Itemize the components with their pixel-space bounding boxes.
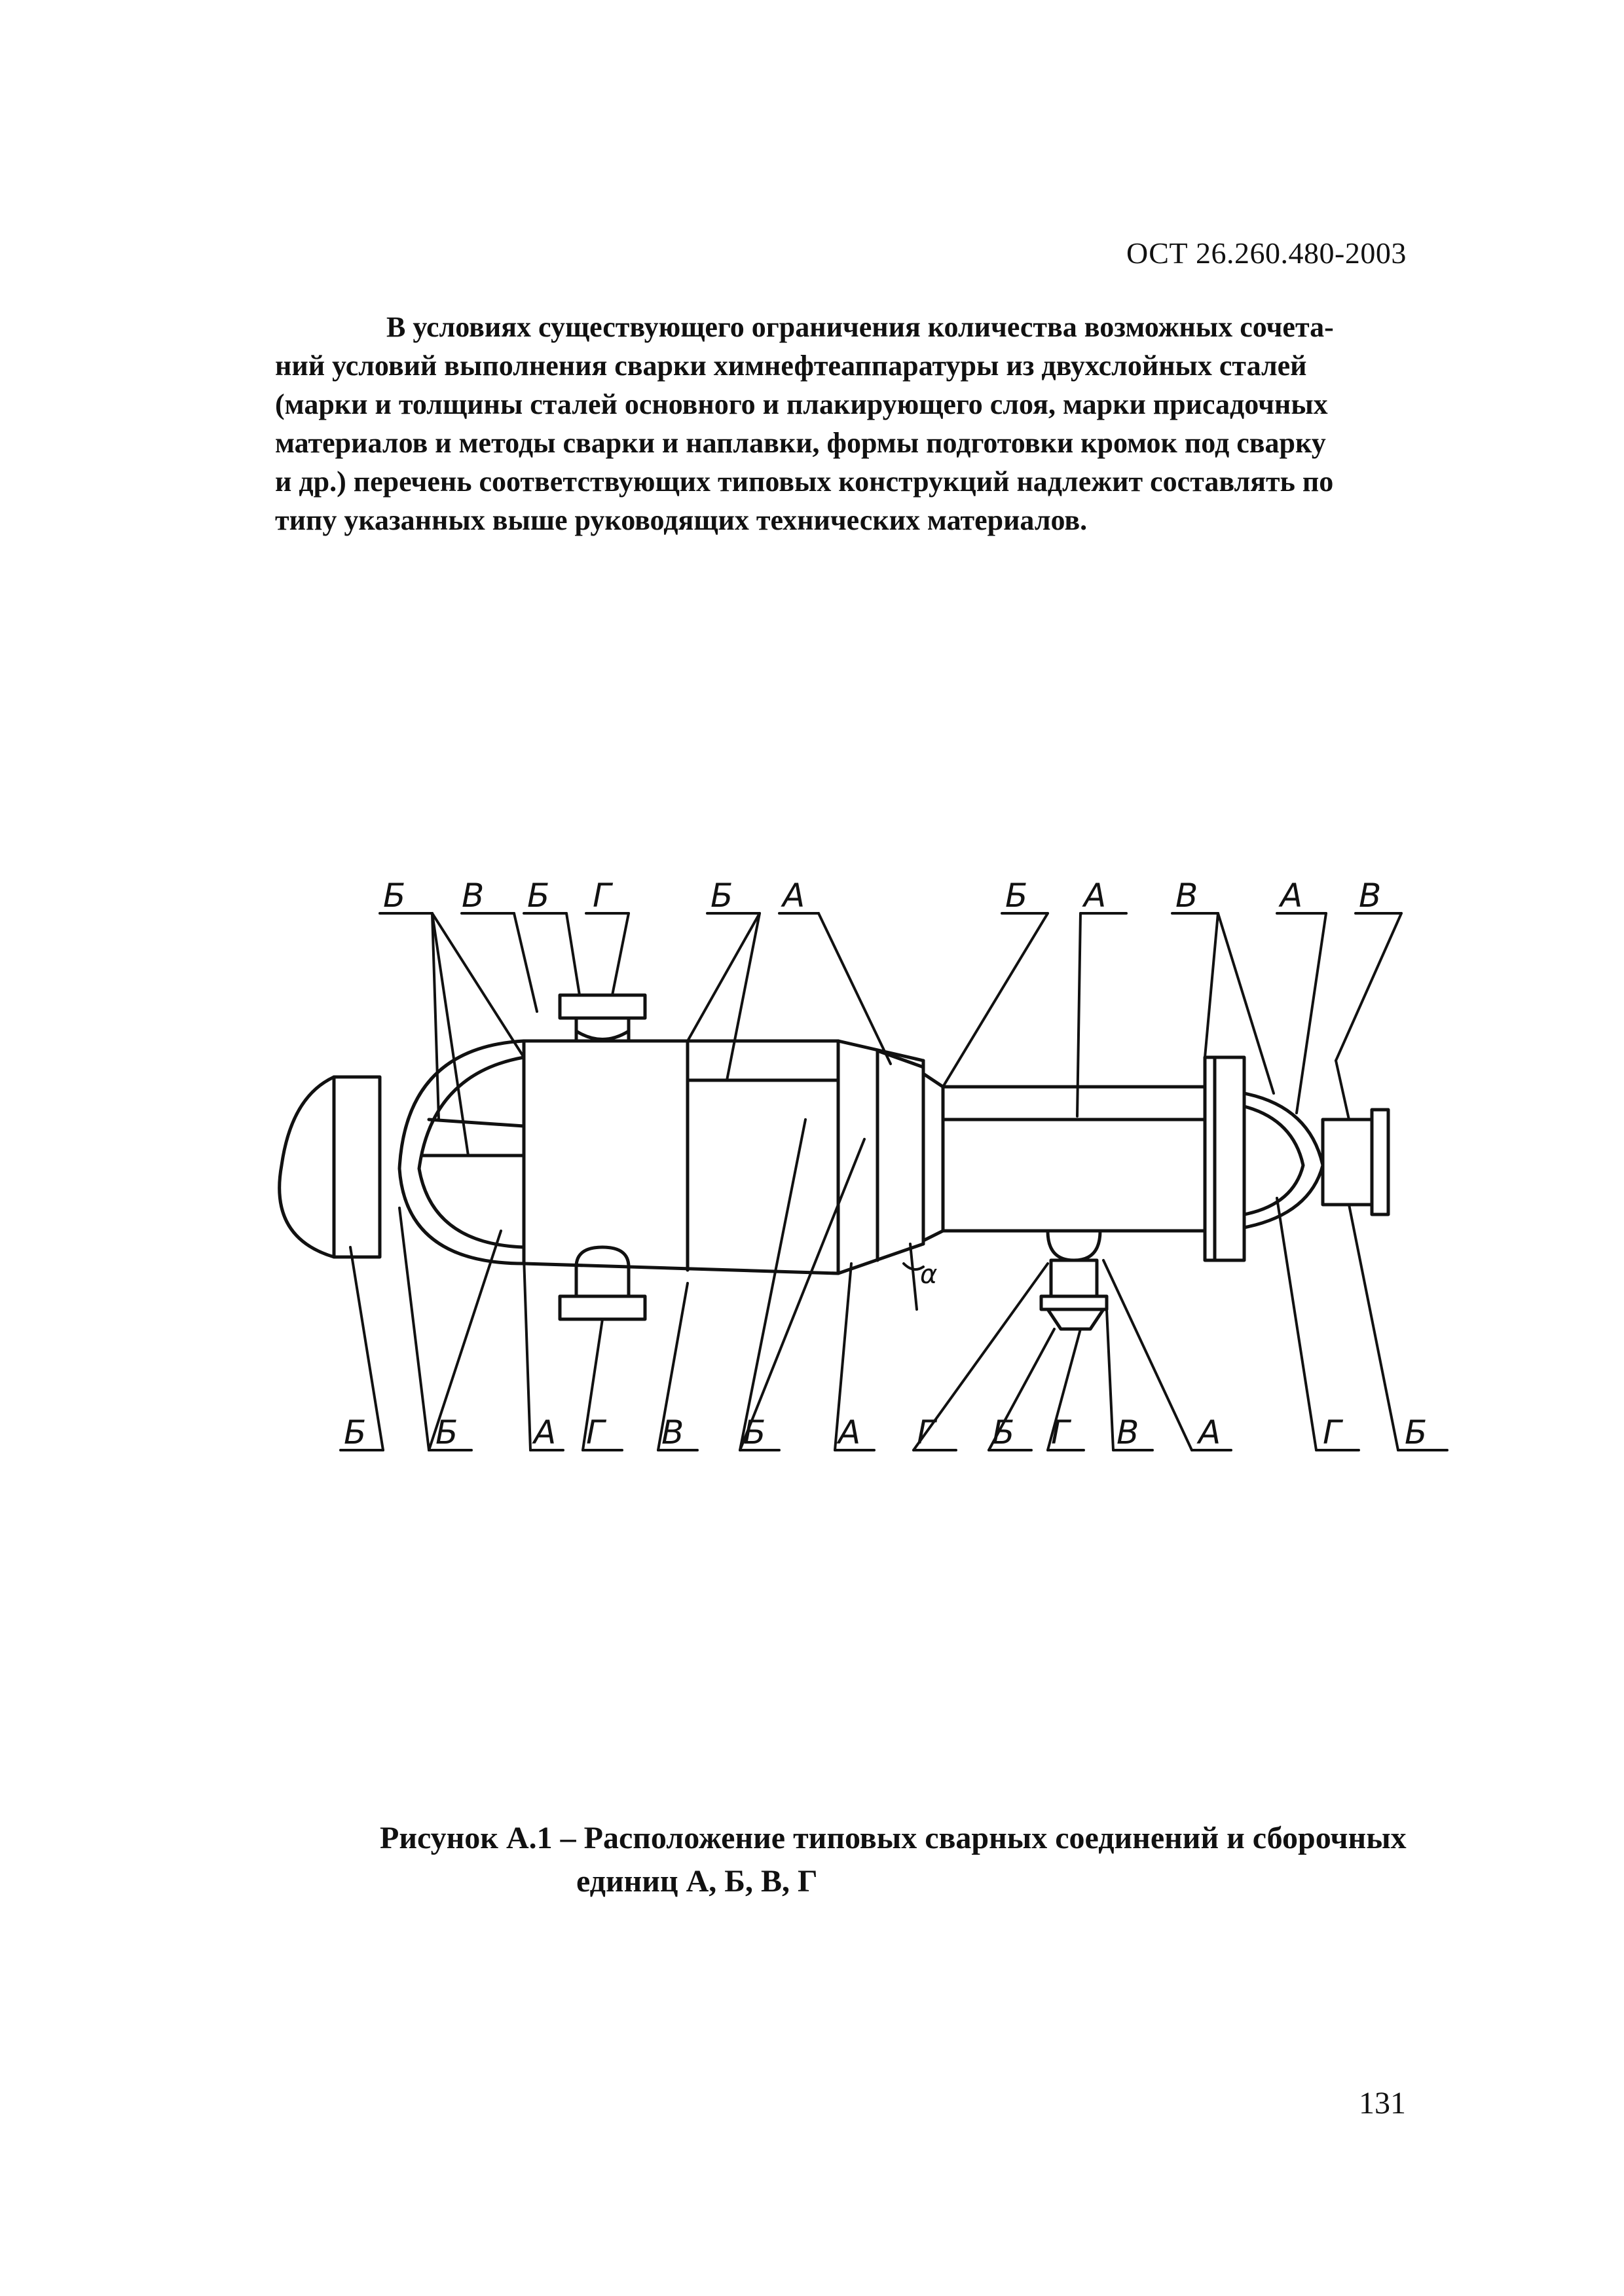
top-label: Б — [383, 877, 406, 915]
document-code: ОСТ 26.260.480-2003 — [1126, 236, 1407, 270]
bottom-label: А — [534, 1413, 557, 1451]
bottom-label: Г — [917, 1413, 935, 1451]
top-label: А — [1280, 877, 1303, 915]
top-labels — [383, 877, 1381, 915]
top-label: В — [1359, 877, 1382, 915]
top-label: Б — [710, 877, 733, 915]
bottom-label: Б — [435, 1413, 458, 1451]
bottom-label: А — [838, 1413, 861, 1451]
paragraph-line: (марки и толщины сталей основного и плакирующего слоя, марки присадочных — [275, 388, 1328, 420]
main-shell — [524, 1041, 838, 1273]
bottom-label: Г — [586, 1413, 604, 1451]
small-shell — [943, 1087, 1205, 1231]
bottom-label: Г — [1051, 1413, 1069, 1451]
bottom-labels — [344, 1260, 1427, 1451]
top-leader-lines — [380, 913, 1401, 1156]
top-label: А — [1084, 877, 1107, 915]
top-nozzle — [560, 995, 645, 1041]
detached-head — [280, 1077, 380, 1257]
bottom-label: А — [1198, 1413, 1221, 1451]
top-label: В — [462, 877, 485, 915]
top-label: Г — [593, 877, 611, 915]
top-label: Б — [1005, 877, 1028, 915]
top-label: В — [1175, 877, 1198, 915]
angle-label: α — [920, 1260, 938, 1290]
left-head — [399, 1041, 524, 1264]
bottom-label: Г — [1323, 1413, 1341, 1451]
caption-line: Рисунок А.1 – Расположение типовых сварных соединений и сборочных — [380, 1821, 1407, 1855]
caption-line: единиц А, Б, В, Г — [576, 1864, 818, 1899]
bottom-label: Б — [992, 1413, 1015, 1451]
paragraph-line: материалов и методы сварки и наплавки, формы подготовки кромок под сварку — [275, 427, 1326, 459]
paragraph-line: ний условий выполнения сварки химнефтеаппаратуры из двухслойных сталей — [275, 350, 1307, 382]
top-label: А — [783, 877, 805, 915]
bottom-label: Б — [344, 1413, 367, 1451]
bottom-leader-lines — [341, 1120, 1447, 1450]
paragraph-line: В условиях существующего ограничения количества возможных сочета- — [386, 311, 1334, 343]
page-number: 131 — [1359, 2086, 1406, 2121]
right-head — [1244, 1093, 1323, 1228]
bottom-label: В — [661, 1413, 684, 1451]
figure-caption — [380, 1817, 1407, 1903]
right-nozzle — [1323, 1110, 1388, 1214]
bottom-nozzle — [560, 1247, 645, 1319]
flange — [1205, 1057, 1244, 1260]
small-bottom-nozzle — [1041, 1231, 1107, 1329]
top-label: Б — [527, 877, 550, 915]
bottom-label: Б — [743, 1413, 766, 1451]
paragraph-line: и др.) перечень соответствующих типовых конструкций надлежит составлять по — [275, 465, 1334, 498]
bottom-label: Б — [1405, 1413, 1428, 1451]
conical-transition — [838, 1041, 943, 1273]
paragraph-line: типу указанных выше руководящих технических материалов. — [275, 504, 1088, 536]
bottom-label: В — [1116, 1413, 1139, 1451]
